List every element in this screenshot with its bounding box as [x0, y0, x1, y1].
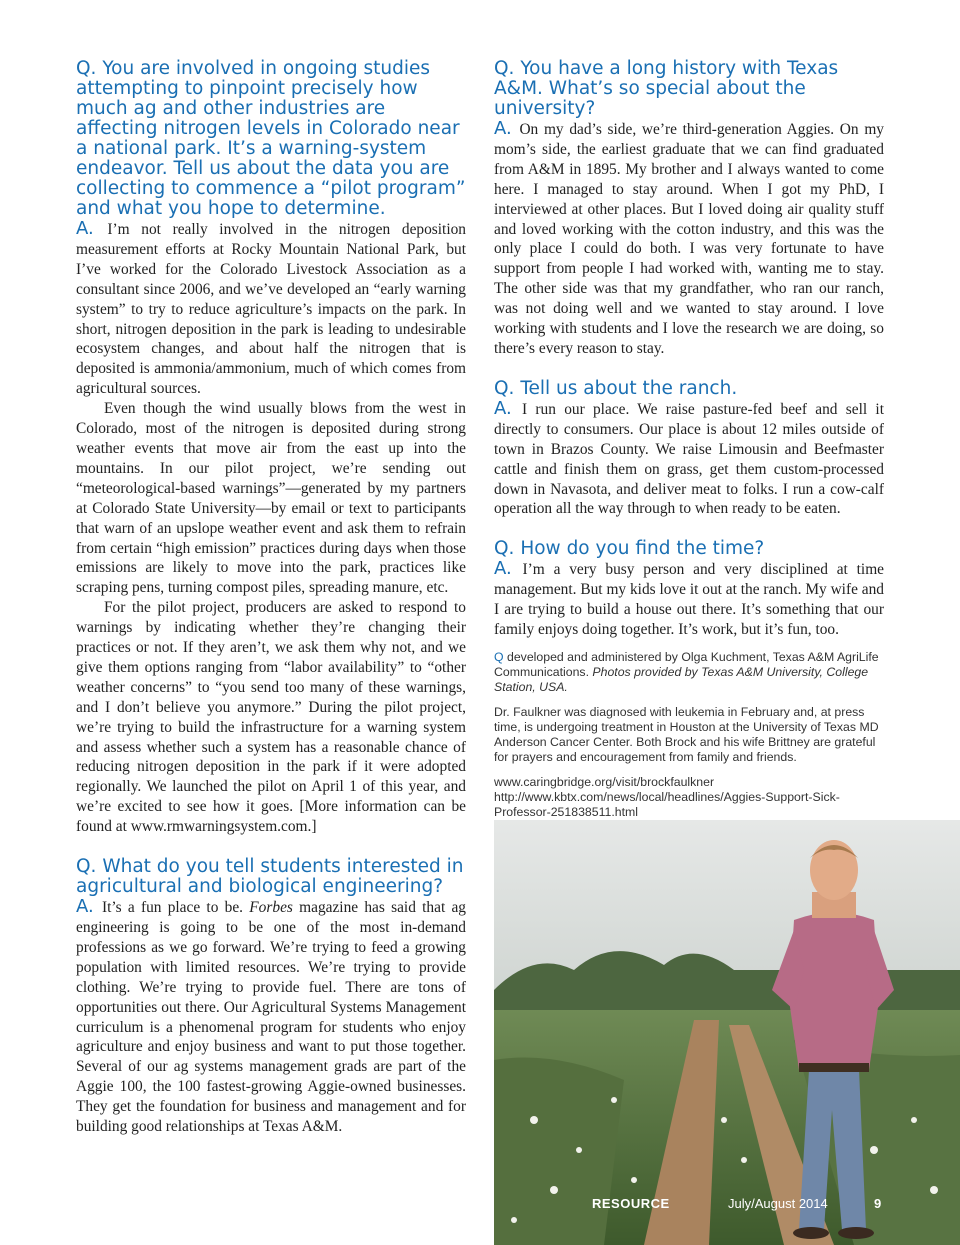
right-column: [494, 59, 884, 820]
question-3: Q. You have a long history with Texas A&M. What’s so special about the university?: [494, 58, 839, 119]
answer-marker: A.: [76, 218, 94, 239]
spacer: [494, 765, 884, 775]
cotton-field-photo: [494, 820, 960, 1245]
question-1: Q. You are involved in ongoing studies attempting to pinpoint precisely how much ag and other industries are affecting nitrogen levels in Colorado near a national park. It’s a warning-system endeavor. Tell us about the data you are collecting to commence a “pilot program” and what you hope to determine.: [76, 58, 466, 219]
credit-line: [494, 650, 884, 695]
answer-3-text: On my dad’s side, we’re third-generation Aggies. On my mom’s side, the earliest graduate that we can find graduated from A&M in 1895. My brother and I always wanted to come here. I managed to stay around. When I got my PhD, I interviewed at other places. But I loved doing air quality stuff and loved working with the cotton industry, and this was the only place I could do both. I was very fortunate to have support from people I had worked with, wanting me to stay. The other side was that my grandfather, who ran our ranch, was not doing well and we wanted to stay around. I love working with students and I love the research we are doing, so there’s every reason to stay.: [494, 121, 884, 357]
link-caringbridge[interactable]: www.caringbridge.org/visit/brockfaulkner: [494, 774, 715, 789]
question-2: Q. What do you tell students interested in agricultural and biological engineering?: [76, 856, 464, 898]
answer-marker: A.: [494, 118, 512, 139]
issue-date: July/August 2014: [728, 1196, 828, 1211]
credit-text: developed and administered by Olga Kuchment, Texas A&M AgriLife Communications.: [494, 649, 879, 679]
answer-4-paragraph: [494, 399, 884, 519]
answer-marker: A.: [494, 558, 512, 580]
photo-illustration: [494, 820, 960, 1245]
answer-1-text-1: I’m not really involved in the nitrogen deposition measurement efforts at Rocky Mountain National Park, but I’ve worked for the Colorado Livestock Association as a consultant since 2006, and we’ve developed an “early warning system” to try to reduce agriculture’s impacts on the park. In short, nitrogen deposition in the park is leading to undesirable ecosystem changes, and about half the nitrogen that is deposited is ammonia/ammonium, much of which comes from agricultural sources.: [76, 221, 466, 398]
health-note: Dr. Faulkner was diagnosed with leukemia in February and, at press time, is undergoing treatment in Houston at the University of Texas MD Anderson Cancer Center. Both Brock and his wife Brittney are grateful for prayers and encouragement from family and friends.: [494, 704, 879, 764]
answer-4-text: I run our place. We raise pasture-fed beef and sell it directly to consumers. Our place is about 12 miles outside of town in Brazos County. We raise Limousin and Beefmaster cattle and finish them on grass, get them custom-processed down in Navasota, and deliver meat to folks. I run a cow-calf operation all the way through to when ready to be eaten.: [494, 400, 884, 518]
link-kbtx[interactable]: http://www.kbtx.com/news/local/headlines/Aggies-Support-Sick-Professor-251838511.html: [494, 789, 840, 819]
answer-1-paragraph-1: [76, 219, 466, 399]
answer-1-paragraph-3: For the pilot project, producers are asked to respond to warnings by indicating whether they’re changing their practices or not. If they aren’t, we ask them why not, and we give them options ranging from “labor availability” to “other weather concerns” to “you send too many of these warnings, and I don’t believe you anymore.” During the pilot project, we’re trying to build the infrastructure for a warning system and assess whether such a system has a reasonable chance of reducing nitrogen deposition in the park if it were adopted regionally. We launched the pilot on April 1 of this year, and we’re excited to see how it goes. [More information can be found at www.rmwarningsystem.com.]: [76, 599, 466, 836]
answer-1-paragraph-2: Even though the wind usually blows from the west in Colorado, most of the nitrogen is deposited during strong weather events that move air from the east up into the mountains. In our pilot project, we’re sending out “meteorological-based warnings”—generated by my partners at Colorado State University—by email or text to participants that warn of an upslope weather event and ask them to refrain from certain “high emission” practices during days when those emissions are likely to move into the park, practices like scraping pens, turning compost piles, spreading manure, etc.: [76, 400, 466, 597]
question-4: Q. Tell us about the ranch.: [494, 377, 738, 399]
answer-5-text: I’m a very busy person and very disciplined at time management. But my kids love it out at the ranch. My wife and I are trying to build a house out there. It’s something that our family enjoys doing together. It’s work, but it’s fun, too.: [494, 561, 884, 639]
photo-credit: Photos provided by Texas A&M University, College Station, USA.: [494, 664, 869, 694]
page-number: 9: [874, 1196, 882, 1211]
spacer: [494, 359, 884, 379]
answer-2-paragraph: [76, 897, 466, 1137]
spacer: [76, 837, 466, 857]
answer-5-paragraph: [494, 559, 884, 640]
answer-2-text-pre: It’s a fun place to be.: [101, 899, 244, 917]
answer-2-text-post: magazine has said that ag engineering is going to be one of the most in-demand professions as we go forward. We’re trying to feed a growing population with limited resources. We’re trying to provide clothing. We’re trying to provide fuel. There are tons of opportunities out there. Our Agricultural Systems Management curriculum is a phenomenal program for students who enjoy agriculture and enjoy business and want to put those together. Several of our ag systems management grads are part of the Aggie 100, the 100 fastest-growing Aggie-owned businesses. They get the foundation for business and management and for building good relationships at Texas A&M.: [76, 899, 466, 1136]
spacer: [494, 640, 884, 650]
left-column: [76, 59, 466, 1137]
question-5: Q. How do you find the time?: [494, 538, 765, 560]
spacer: [494, 519, 884, 539]
credit-q-mark: Q: [494, 649, 504, 664]
answer-2-magazine-name: Forbes: [249, 899, 293, 917]
spacer: [494, 695, 884, 705]
answer-marker: A.: [494, 397, 512, 419]
answer-marker: A.: [76, 896, 94, 918]
magazine-name: RESOURCE: [592, 1196, 670, 1211]
answer-3-paragraph: [494, 119, 884, 359]
